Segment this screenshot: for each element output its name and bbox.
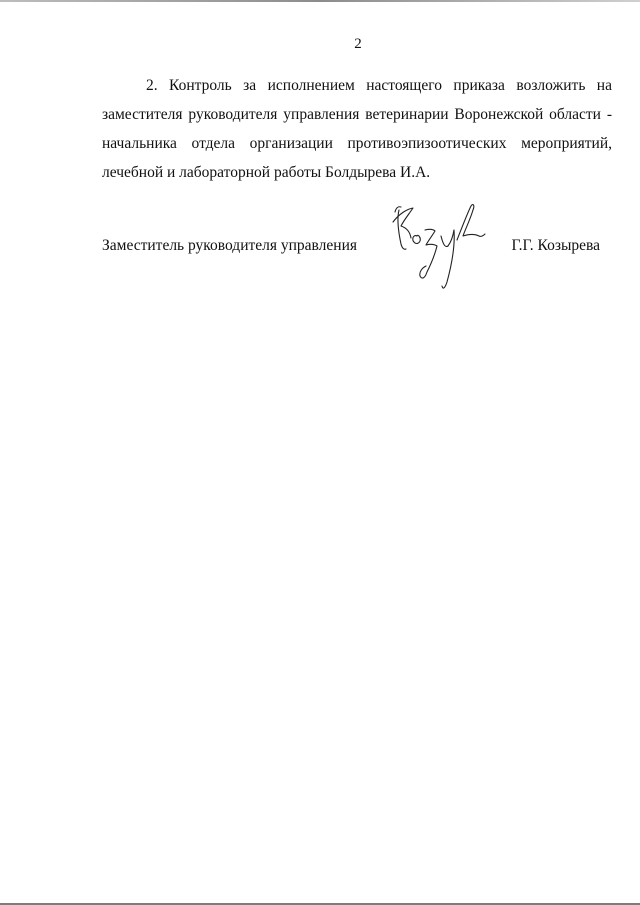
order-paragraph: 2. Контроль за исполнением настоящего приказа возложить на заместителя руководителя управления ветеринарии Воронежской области - начальника отдела организации противоэпизоотических мероприятий, лечебной и лабораторной работы Болдырева И.А. — [102, 77, 612, 181]
signatory-name: Г.Г. Козырева — [511, 237, 600, 254]
signatory-title: Заместитель руководителя управления — [102, 237, 358, 254]
page-number: 2 — [354, 36, 362, 52]
handwritten-signature-icon — [385, 200, 495, 295]
scan-edge-top — [0, 0, 640, 2]
